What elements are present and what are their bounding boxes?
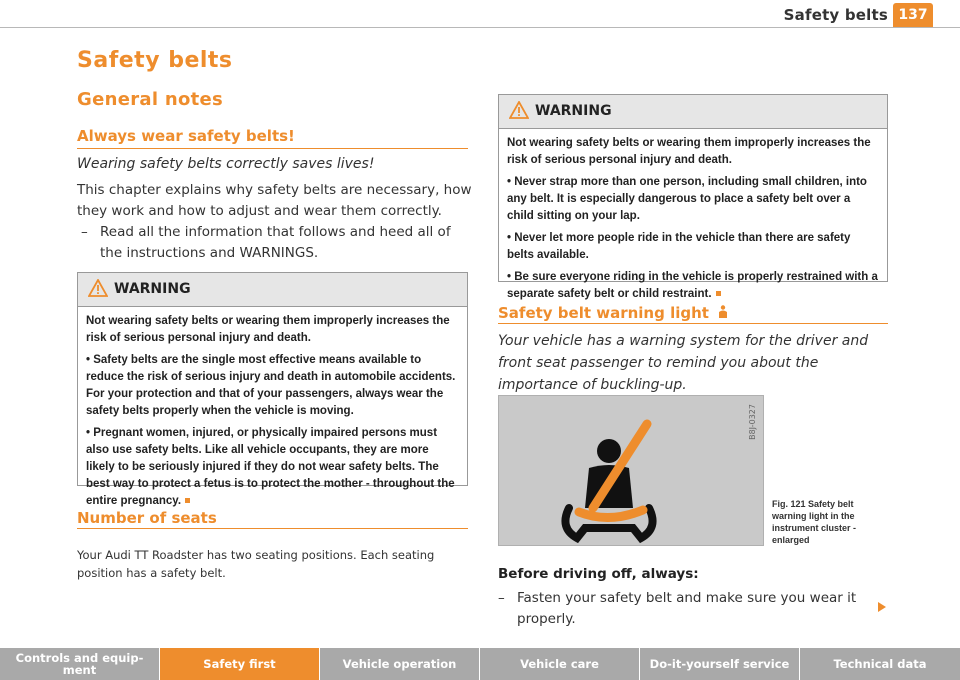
warning-box-right bbox=[498, 94, 888, 300]
continue-arrow-icon bbox=[878, 602, 886, 612]
instruction-bullet: – Read all the information that follows and heed all of the instructions and WARNINGS. bbox=[81, 222, 472, 264]
seatbelt-warning-icon bbox=[717, 305, 729, 319]
end-marker-icon bbox=[716, 291, 721, 296]
warning-box-left bbox=[77, 272, 468, 507]
warning-bullet: • Pregnant women, injured, or physically impaired persons must also use safety belts. Like all vehicle occupants, they are more likely to be seriously injured if they do not wear safety belts. The best way to protect a fetus is to protect the mother - throughout the entire pregnancy. bbox=[86, 427, 455, 507]
footer-nav bbox=[0, 648, 960, 680]
subsection-rule bbox=[77, 528, 468, 529]
section-title: General notes bbox=[77, 89, 224, 110]
warning-triangle-icon bbox=[509, 101, 529, 119]
warning-text: Not wearing safety belts or wearing them improperly increases the risk of serious personal injury and death. bbox=[507, 137, 871, 166]
warning-header bbox=[499, 95, 887, 129]
warning-label: WARNING bbox=[535, 103, 612, 119]
footer-tab-vehicle-operation[interactable]: Vehicle operation bbox=[320, 648, 480, 680]
before-driving-title: Before driving off, always: bbox=[498, 566, 699, 582]
before-driving-bullet: – Fasten your safety belt and make sure you wear it properly. bbox=[498, 588, 878, 630]
footer-tab-vehicle-care[interactable]: Vehicle care bbox=[480, 648, 640, 680]
seats-paragraph: Your Audi TT Roadster has two seating positions. Each seating position has a safety belt. bbox=[77, 548, 435, 580]
subsection-rule bbox=[498, 323, 888, 324]
footer-tab-safety-first[interactable]: Safety first bbox=[160, 648, 320, 680]
warning-bullet: • Never strap more than one person, including small children, into any belt. It is especially dangerous to place a safety belt over a child sitting on your lap. bbox=[507, 176, 867, 222]
warning-bullet: • Safety belts are the single most effective means available to reduce the risk of serious injury and death in automobile accidents. For your protection and that of your passengers, always wear the safety belts properly when the vehicle is moving. bbox=[86, 354, 456, 417]
warning-triangle-icon bbox=[88, 279, 108, 297]
subsection-title-number-of-seats: Number of seats bbox=[77, 509, 217, 527]
warning-bullet: • Never let more people ride in the vehicle than there are safety belts available. bbox=[507, 232, 851, 261]
warning-light-intro: Your vehicle has a warning system for the driver and front seat passenger to remind you about the importance of buckling-up. bbox=[498, 333, 869, 393]
warning-label: WARNING bbox=[114, 281, 191, 297]
figure-code: B8J-0327 bbox=[748, 404, 757, 440]
warning-text: Not wearing safety belts or wearing them improperly increases the risk of serious personal injury and death. bbox=[86, 315, 450, 344]
header-rule bbox=[0, 27, 960, 28]
figure-caption: Fig. 121 Safety belt warning light in the instrument cluster - enlarged bbox=[772, 499, 857, 545]
subsection-title-always-wear: Always wear safety belts! bbox=[77, 127, 295, 145]
page-header bbox=[0, 0, 960, 30]
warning-body bbox=[499, 129, 887, 312]
footer-tab-controls[interactable]: Controls and equip- ment bbox=[0, 648, 160, 680]
subsection-rule bbox=[77, 148, 468, 149]
page-number: 137 bbox=[893, 3, 933, 27]
footer-tab-diy-service[interactable]: Do-it-yourself service bbox=[640, 648, 800, 680]
intro-italic: Wearing safety belts correctly saves lives! bbox=[77, 156, 375, 172]
intro-paragraph: This chapter explains why safety belts are necessary, how they work and how to adjust and wear them correctly. bbox=[77, 182, 472, 219]
header-title: Safety belts bbox=[783, 6, 888, 24]
subsection-title-warning-light: Safety belt warning light bbox=[498, 304, 729, 322]
seatbelt-person-icon bbox=[499, 396, 763, 545]
end-marker-icon bbox=[185, 498, 190, 503]
figure-seatbelt-light bbox=[498, 395, 764, 546]
chapter-title: Safety belts bbox=[77, 48, 233, 73]
warning-body bbox=[78, 307, 467, 519]
footer-tab-technical-data[interactable]: Technical data bbox=[800, 648, 960, 680]
warning-header bbox=[78, 273, 467, 307]
warning-bullet: • Be sure everyone riding in the vehicle is properly restrained with a separate safety belt or child restraint. bbox=[507, 271, 878, 300]
